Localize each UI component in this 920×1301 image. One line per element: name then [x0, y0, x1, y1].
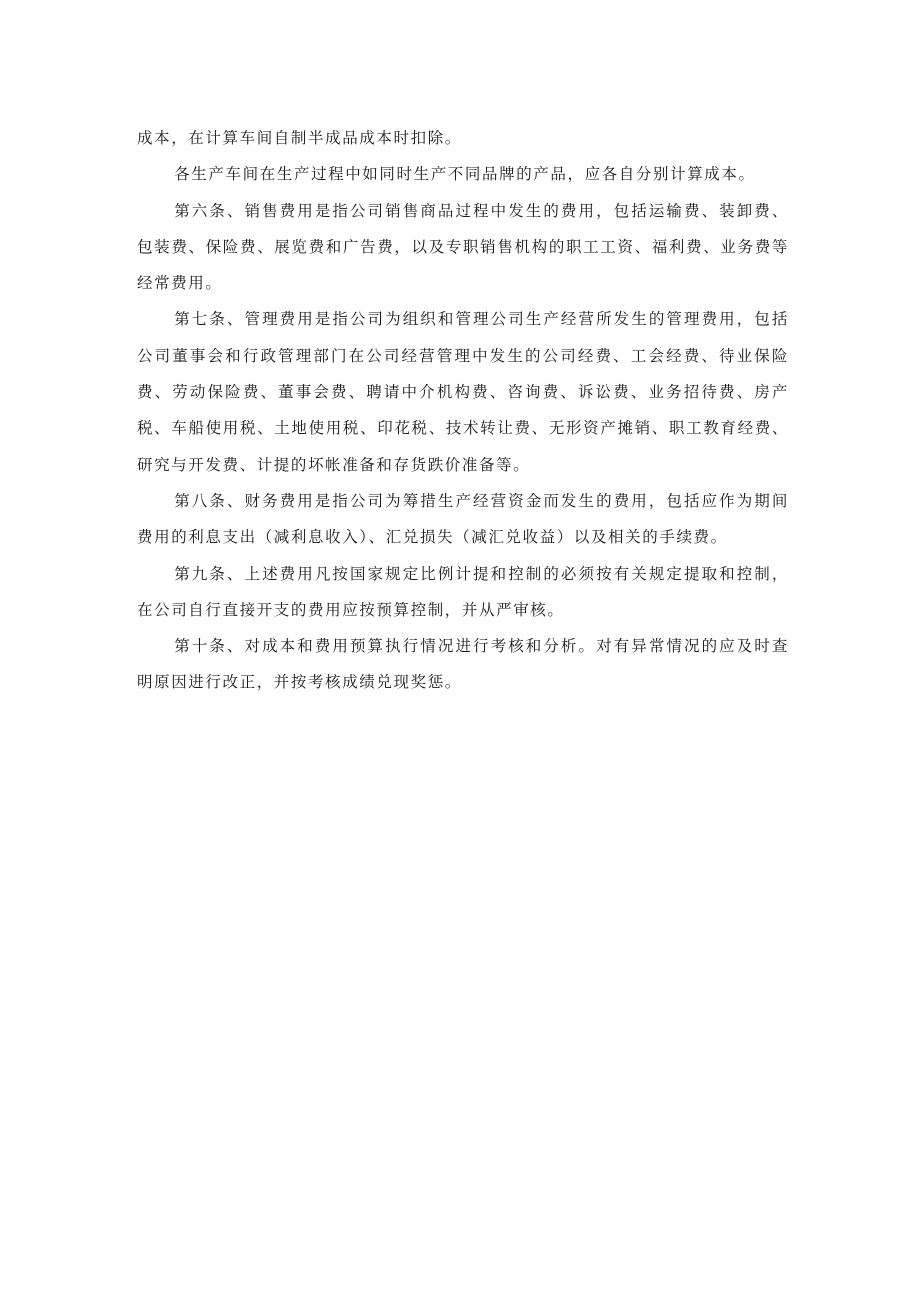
- paragraph-article-10: 第十条、对成本和费用预算执行情况进行考核和分析。对有异常情况的应及时查明原因进行改正，并按考核成绩兑现奖惩。: [137, 637, 789, 692]
- paragraph-article-8: 第八条、财务费用是指公司为筹措生产经营资金而发生的费用，包括应作为期间费用的利息支出（减利息收入）、汇兑损失（减汇兑收益）以及相关的手续费。: [137, 491, 789, 547]
- paragraph-article-9: 第九条、上述费用凡按国家规定比例计提和控制的必须按有关规定提取和控制，在公司自行直接开支的费用应按预算控制，并从严审核。: [137, 564, 789, 619]
- document-body: [137, 120, 789, 701]
- paragraph-article-7: 第七条、管理费用是指公司为组织和管理公司生产经营所发生的管理费用，包括公司董事会和行政管理部门在公司经营管理中发生的公司经费、工会经费、待业保险费、劳动保险费、董事会费、聘请中介机构费、咨询费、诉讼费、业务招待费、房产税、车船使用税、土地使用税、印花税、技术转让费、无形资产摊销、职工教育经费、研究与开发费、计提的坏帐准备和存货跌价准备等。: [137, 310, 789, 474]
- paragraph-article-6: 第六条、销售费用是指公司销售商品过程中发生的费用，包括运输费、装卸费、包装费、保险费、展览费和广告费，以及专职销售机构的职工工资、福利费、业务费等经常费用。: [137, 201, 789, 293]
- paragraph-workshop-costing: 各生产车间在生产过程中如同时生产不同品牌的产品，应各自分别计算成本。: [174, 165, 756, 184]
- paragraph-continuation: 成本，在计算车间自制半成品成本时扣除。: [137, 129, 462, 147]
